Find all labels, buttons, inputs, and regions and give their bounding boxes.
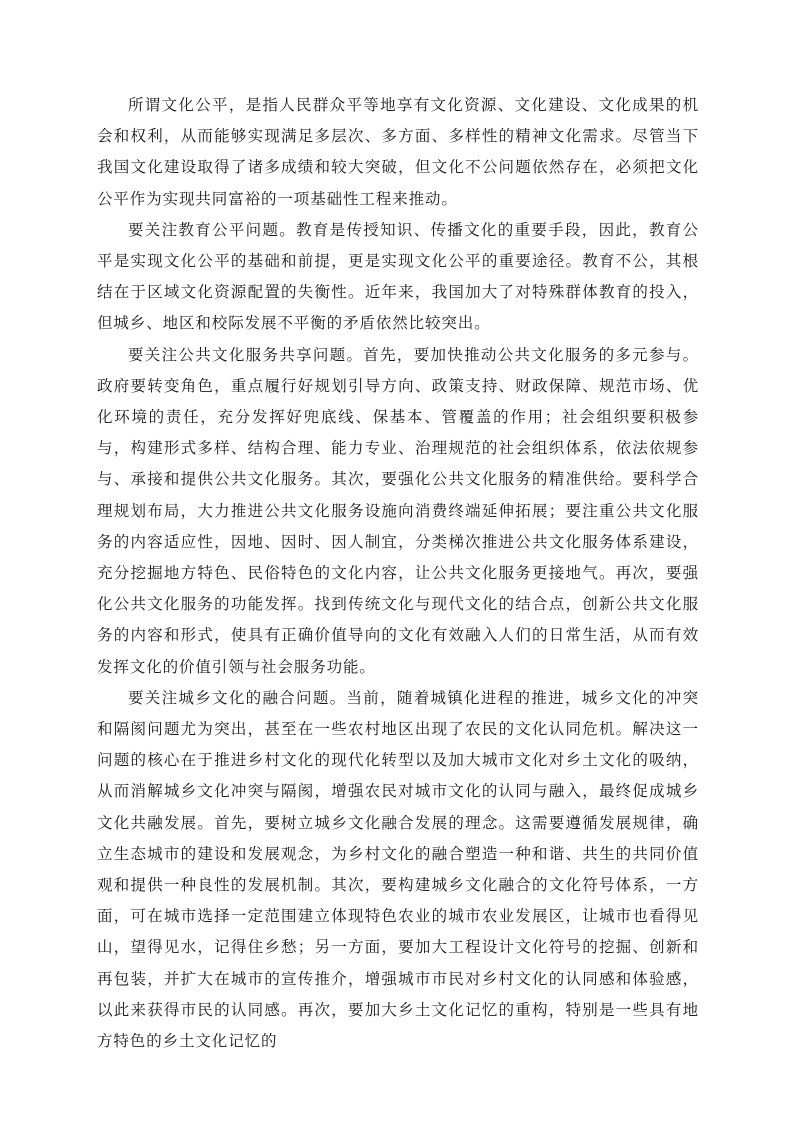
paragraph-urban-rural-integration: 要关注城乡文化的融合问题。当前，随着城镇化进程的推进，城乡文化的冲突和隔阂问题尤为突出，甚至在一些农村地区出现了农民的文化认同危机。解决这一问题的核心在于推进乡村文化的现代化转型以及加大城市文化对乡土文化的吸纳，从而消解城乡文化冲突与隔阂，增强农民对城市文化的认同与融入，最终促成城乡文化共融发展。首先，要树立城乡文化融合发展的理念。这需要遵循发展规律，确立生态城市的建设和发展观念，为乡村文化的融合塑造一种和谐、共生的共同价值观和提供一种良性的发展机制。其次，要构建城乡文化融合的文化符号体系，一方面，可在城市选择一定范围建立体现特色农业的城市农业发展区，让城市也看得见山，望得见水，记得住乡愁；另一方面，要加大工程设计文化符号的挖掘、创新和再包装，并扩大在城市的宣传推介，增强城市市民对乡村文化的认同感和体验感，以此来获得市民的认同感。再次，要加大乡土文化记忆的重构，特别是一些具有地方特色的乡土文化记忆的 — [97, 688, 699, 1051]
document-body — [97, 90, 699, 1057]
paragraph-education-equity: 要关注教育公平问题。教育是传授知识、传播文化的重要手段，因此，教育公平是实现文化公平的基础和前提，更是实现文化公平的重要途径。教育不公，其根结在于区域文化资源配置的失衡性。近年来，我国加大了对特殊群体教育的投入，但城乡、地区和校际发展不平衡的矛盾依然比较突出。 — [97, 220, 699, 333]
paragraph-intro-cultural-equity: 所谓文化公平，是指人民群众平等地享有文化资源、文化建设、文化成果的机会和权利，从而能够实现满足多层次、多方面、多样性的精神文化需求。尽管当下我国文化建设取得了诸多成绩和较大突破，但文化不公问题依然存在，必须把文化公平作为实现共同富裕的一项基础性工程来推动。 — [97, 96, 699, 208]
paragraph-public-cultural-services: 要关注公共文化服务共享问题。首先，要加快推动公共文化服务的多元参与。政府要转变角色，重点履行好规划引导方向、政策支持、财政保障、规范市场、优化环境的责任，充分发挥好兜底线、保基本、管覆盖的作用；社会组织要积极参与，构建形式多样、结构合理、能力专业、治理规范的社会组织体系，依法依规参与、承接和提供公共文化服务。其次，要强化公共文化服务的精准供给。要科学合理规划布局，大力推进公共文化服务设施向消费终端延伸拓展；要注重公共文化服务的内容适应性，因地、因时、因人制宜，分类梯次推进公共文化服务体系建设，充分挖掘地方特色、民俗特色的文化内容，让公共文化服务更接地气。再次，要强化公共文化服务的功能发挥。找到传统文化与现代文化的结合点，创新公共文化服务的内容和形式，使具有正确价值导向的文化有效融入人们的日常生活，从而有效发挥文化的价值引领与社会服务功能。 — [97, 345, 699, 676]
